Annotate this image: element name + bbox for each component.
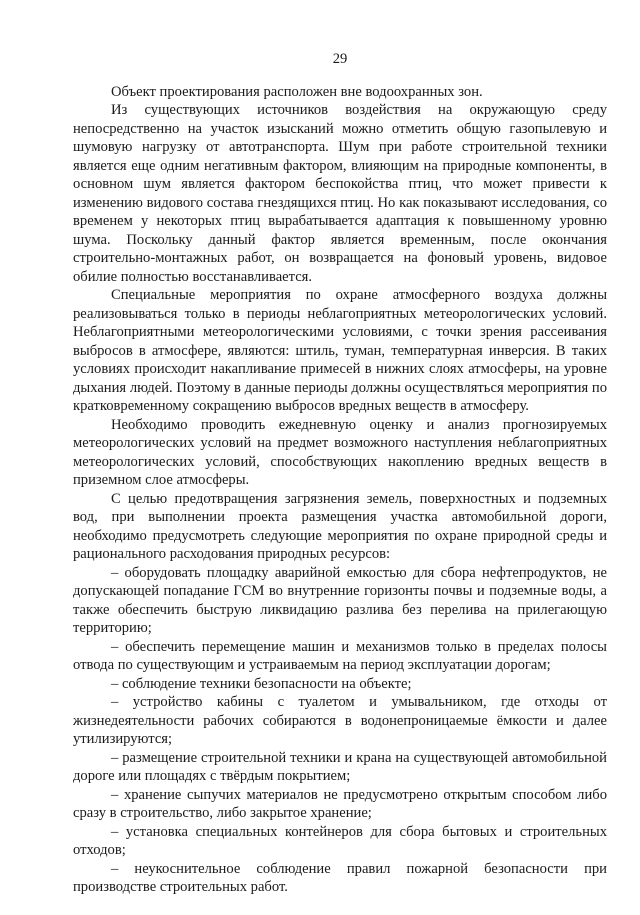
page-number: 29: [332, 51, 348, 67]
list-item: – хранение сыпучих материалов не предусмотрено открытым способом либо сразу в строительство, либо закрытое хранение;: [73, 786, 607, 821]
list-item: – неукоснительное соблюдение правил пожарной безопасности при производстве строительных работ.: [73, 860, 607, 895]
list-item: – оборудовать площадку аварийной емкостью для сбора нефтепродуктов, не допускающей попадание ГСМ во внутренние горизонты почвы и подземные воды, а также обеспечить быструю ликвидацию разлива без перелива на прилегающую территорию;: [73, 564, 607, 636]
list-item: – размещение строительной техники и крана на существующей автомобильной дороге или площадях с твёрдым покрытием;: [73, 749, 607, 784]
list-item: – устройство кабины с туалетом и умывальником, где отходы от жизнедеятельности рабочих собираются в водонепроницаемые ёмкости и далее утилизируются;: [73, 694, 607, 747]
list-item: – обеспечить перемещение машин и механизмов только в пределах полосы отвода по существующим и устраиваемым на период эксплуатации дорогам;: [73, 638, 607, 673]
list-item: – соблюдение техники безопасности на объекте;: [111, 675, 412, 692]
paragraph-water-zones: Объект проектирования расположен вне водоохранных зон.: [111, 83, 483, 100]
measures-list: [73, 564, 607, 897]
paragraph-pollution-prevention: С целью предотвращения загрязнения земель, поверхностных и подземных вод, при выполнении проекта размещения участка автомобильной дороги, необходимо предусмотреть следующие мероприятия по охране природной среды и рационального расходования природных ресурсов:: [73, 490, 607, 562]
paragraph-forecast-assessment: Необходимо проводить ежедневную оценку и анализ прогнозируемых метеорологических условий на предмет возможного наступления неблагоприятных метеорологических условий, способствующих накоплению вредных веществ в приземном слое атмосферы.: [73, 416, 607, 488]
paragraph-air-protection: Специальные мероприятия по охране атмосферного воздуха должны реализовываться только в периоды неблагоприятных метеорологических условий. Неблагоприятными метеорологическими условиями, с точки зрения рассеивания выбросов в атмосфере, являются: штиль, туман, температурная инверсия. В таких условиях происходит накапливание примесей в нижних слоях атмосферы, на уровне дыхания людей. Поэтому в данные периоды должны осуществляться мероприятия по кратковременному сокращению выбросов вредных веществ в атмосферу.: [73, 287, 607, 414]
paragraph-noise-impact: Из существующих источников воздействия на окружающую среду непосредственно на участок изысканий можно отметить общую газопылевую и шумовую нагрузку от автотранспорта. Шум при работе строительной техники является еще одним негативным фактором, влияющим на природные компоненты, в основном шум является фактором беспокойства птиц, что может привести к изменению видового состава гнездящихся птиц. Но как показывают исследования, со временем у некоторых птиц вырабатывается адаптация к повышенному уровню шума. Поскольку данный фактор является временным, после окончания строительно-монтажных работ, он возвращается на фоновый уровень, видовое обилие полностью восстанавливается.: [73, 102, 607, 285]
document-page: [73, 0, 607, 897]
list-item: – установка специальных контейнеров для сбора бытовых и строительных отходов;: [73, 823, 607, 858]
